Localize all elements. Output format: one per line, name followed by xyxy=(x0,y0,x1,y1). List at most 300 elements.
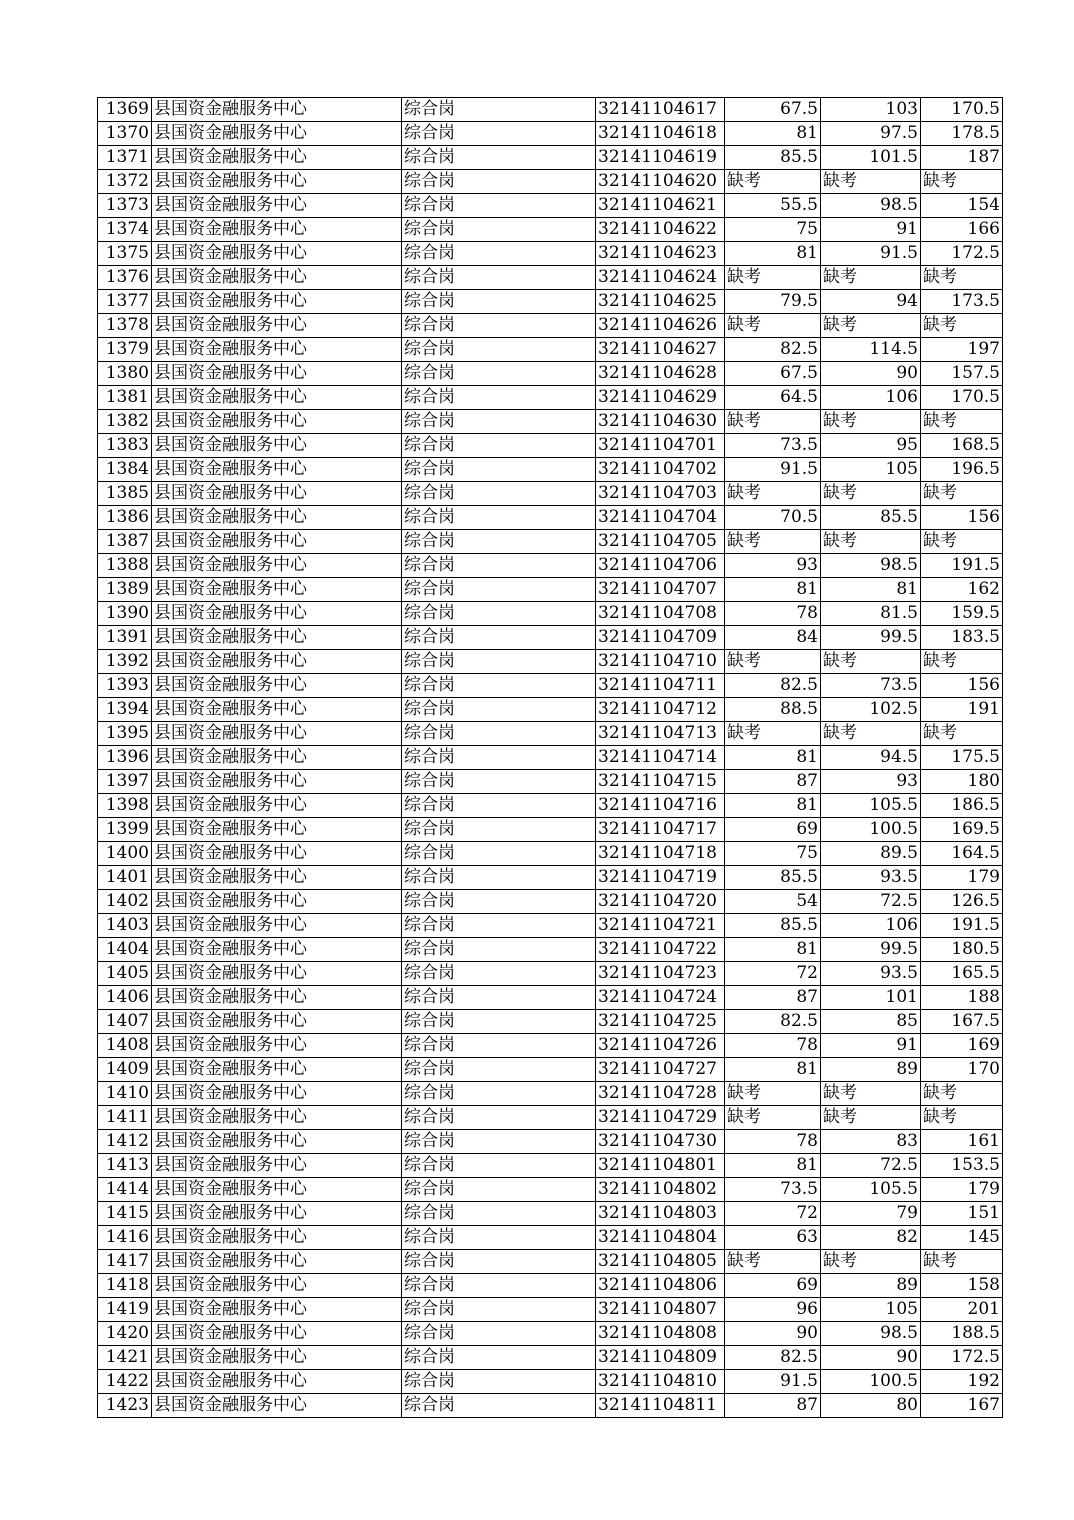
score-1-cell: 91.5 xyxy=(725,458,821,482)
total-score-cell: 186.5 xyxy=(921,794,1003,818)
post-cell: 综合岗 xyxy=(402,506,596,530)
unit-cell: 县国资金融服务中心 xyxy=(152,242,402,266)
table-row xyxy=(98,626,1003,650)
score-2-cell: 缺考 xyxy=(821,314,921,338)
exam-id-cell: 32141104809 xyxy=(596,1346,725,1370)
row-number-cell: 1388 xyxy=(98,554,152,578)
row-number-cell: 1399 xyxy=(98,818,152,842)
unit-cell: 县国资金融服务中心 xyxy=(152,938,402,962)
row-number-cell: 1382 xyxy=(98,410,152,434)
score-1-cell: 84 xyxy=(725,626,821,650)
score-1-cell: 缺考 xyxy=(725,1106,821,1130)
unit-cell: 县国资金融服务中心 xyxy=(152,986,402,1010)
score-1-cell: 81 xyxy=(725,1154,821,1178)
row-number-cell: 1396 xyxy=(98,746,152,770)
score-1-cell: 82.5 xyxy=(725,1010,821,1034)
table-row xyxy=(98,458,1003,482)
score-1-cell: 81 xyxy=(725,938,821,962)
score-2-cell: 93.5 xyxy=(821,962,921,986)
score-2-cell: 90 xyxy=(821,1346,921,1370)
table-row xyxy=(98,1346,1003,1370)
row-number-cell: 1400 xyxy=(98,842,152,866)
exam-id-cell: 32141104625 xyxy=(596,290,725,314)
post-cell: 综合岗 xyxy=(402,890,596,914)
total-score-cell: 179 xyxy=(921,1178,1003,1202)
total-score-cell: 167.5 xyxy=(921,1010,1003,1034)
exam-id-cell: 32141104724 xyxy=(596,986,725,1010)
row-number-cell: 1421 xyxy=(98,1346,152,1370)
row-number-cell: 1394 xyxy=(98,698,152,722)
total-score-cell: 156 xyxy=(921,506,1003,530)
score-2-cell: 105 xyxy=(821,1298,921,1322)
score-1-cell: 缺考 xyxy=(725,722,821,746)
exam-id-cell: 32141104713 xyxy=(596,722,725,746)
total-score-cell: 缺考 xyxy=(921,1106,1003,1130)
exam-id-cell: 32141104630 xyxy=(596,410,725,434)
unit-cell: 县国资金融服务中心 xyxy=(152,1010,402,1034)
unit-cell: 县国资金融服务中心 xyxy=(152,1058,402,1082)
score-2-cell: 100.5 xyxy=(821,818,921,842)
unit-cell: 县国资金融服务中心 xyxy=(152,170,402,194)
post-cell: 综合岗 xyxy=(402,1346,596,1370)
table-row xyxy=(98,362,1003,386)
exam-id-cell: 32141104806 xyxy=(596,1274,725,1298)
row-number-cell: 1393 xyxy=(98,674,152,698)
unit-cell: 县国资金融服务中心 xyxy=(152,1298,402,1322)
total-score-cell: 169.5 xyxy=(921,818,1003,842)
post-cell: 综合岗 xyxy=(402,530,596,554)
unit-cell: 县国资金融服务中心 xyxy=(152,458,402,482)
table-row xyxy=(98,602,1003,626)
exam-id-cell: 32141104624 xyxy=(596,266,725,290)
score-2-cell: 90 xyxy=(821,362,921,386)
row-number-cell: 1386 xyxy=(98,506,152,530)
table-row xyxy=(98,962,1003,986)
unit-cell: 县国资金融服务中心 xyxy=(152,722,402,746)
score-1-cell: 69 xyxy=(725,1274,821,1298)
post-cell: 综合岗 xyxy=(402,1010,596,1034)
unit-cell: 县国资金融服务中心 xyxy=(152,962,402,986)
table-row xyxy=(98,170,1003,194)
row-number-cell: 1380 xyxy=(98,362,152,386)
table-row xyxy=(98,1178,1003,1202)
table-row xyxy=(98,266,1003,290)
post-cell: 综合岗 xyxy=(402,842,596,866)
table-row xyxy=(98,1130,1003,1154)
row-number-cell: 1402 xyxy=(98,890,152,914)
row-number-cell: 1413 xyxy=(98,1154,152,1178)
score-2-cell: 103 xyxy=(821,98,921,122)
total-score-cell: 161 xyxy=(921,1130,1003,1154)
score-2-cell: 89.5 xyxy=(821,842,921,866)
post-cell: 综合岗 xyxy=(402,194,596,218)
post-cell: 综合岗 xyxy=(402,1226,596,1250)
post-cell: 综合岗 xyxy=(402,554,596,578)
exam-id-cell: 32141104706 xyxy=(596,554,725,578)
exam-id-cell: 32141104702 xyxy=(596,458,725,482)
row-number-cell: 1389 xyxy=(98,578,152,602)
table-row xyxy=(98,578,1003,602)
post-cell: 综合岗 xyxy=(402,290,596,314)
row-number-cell: 1418 xyxy=(98,1274,152,1298)
unit-cell: 县国资金融服务中心 xyxy=(152,98,402,122)
total-score-cell: 192 xyxy=(921,1370,1003,1394)
score-table xyxy=(97,97,1003,1418)
post-cell: 综合岗 xyxy=(402,458,596,482)
unit-cell: 县国资金融服务中心 xyxy=(152,842,402,866)
score-1-cell: 96 xyxy=(725,1298,821,1322)
table-row xyxy=(98,386,1003,410)
table-row xyxy=(98,434,1003,458)
post-cell: 综合岗 xyxy=(402,1394,596,1418)
total-score-cell: 173.5 xyxy=(921,290,1003,314)
total-score-cell: 缺考 xyxy=(921,482,1003,506)
score-2-cell: 106 xyxy=(821,386,921,410)
table-row xyxy=(98,290,1003,314)
post-cell: 综合岗 xyxy=(402,1322,596,1346)
table-row xyxy=(98,818,1003,842)
unit-cell: 县国资金融服务中心 xyxy=(152,434,402,458)
unit-cell: 县国资金融服务中心 xyxy=(152,338,402,362)
table-row xyxy=(98,890,1003,914)
exam-id-cell: 32141104807 xyxy=(596,1298,725,1322)
table-row xyxy=(98,986,1003,1010)
exam-id-cell: 32141104801 xyxy=(596,1154,725,1178)
post-cell: 综合岗 xyxy=(402,482,596,506)
row-number-cell: 1423 xyxy=(98,1394,152,1418)
post-cell: 综合岗 xyxy=(402,410,596,434)
post-cell: 综合岗 xyxy=(402,1106,596,1130)
score-2-cell: 80 xyxy=(821,1394,921,1418)
score-1-cell: 缺考 xyxy=(725,314,821,338)
post-cell: 综合岗 xyxy=(402,698,596,722)
row-number-cell: 1371 xyxy=(98,146,152,170)
score-2-cell: 缺考 xyxy=(821,650,921,674)
row-number-cell: 1385 xyxy=(98,482,152,506)
total-score-cell: 188 xyxy=(921,986,1003,1010)
unit-cell: 县国资金融服务中心 xyxy=(152,1178,402,1202)
total-score-cell: 缺考 xyxy=(921,530,1003,554)
post-cell: 综合岗 xyxy=(402,962,596,986)
score-2-cell: 缺考 xyxy=(821,170,921,194)
row-number-cell: 1420 xyxy=(98,1322,152,1346)
row-number-cell: 1390 xyxy=(98,602,152,626)
total-score-cell: 166 xyxy=(921,218,1003,242)
exam-id-cell: 32141104727 xyxy=(596,1058,725,1082)
unit-cell: 县国资金融服务中心 xyxy=(152,914,402,938)
exam-id-cell: 32141104729 xyxy=(596,1106,725,1130)
exam-id-cell: 32141104704 xyxy=(596,506,725,530)
total-score-cell: 188.5 xyxy=(921,1322,1003,1346)
score-1-cell: 87 xyxy=(725,770,821,794)
post-cell: 综合岗 xyxy=(402,818,596,842)
score-2-cell: 81 xyxy=(821,578,921,602)
row-number-cell: 1375 xyxy=(98,242,152,266)
unit-cell: 县国资金融服务中心 xyxy=(152,410,402,434)
post-cell: 综合岗 xyxy=(402,770,596,794)
table-row xyxy=(98,1010,1003,1034)
score-1-cell: 85.5 xyxy=(725,866,821,890)
score-1-cell: 93 xyxy=(725,554,821,578)
score-2-cell: 89 xyxy=(821,1058,921,1082)
score-1-cell: 64.5 xyxy=(725,386,821,410)
score-2-cell: 72.5 xyxy=(821,890,921,914)
exam-id-cell: 32141104705 xyxy=(596,530,725,554)
score-2-cell: 94.5 xyxy=(821,746,921,770)
unit-cell: 县国资金融服务中心 xyxy=(152,554,402,578)
total-score-cell: 145 xyxy=(921,1226,1003,1250)
table-row xyxy=(98,506,1003,530)
exam-id-cell: 32141104715 xyxy=(596,770,725,794)
post-cell: 综合岗 xyxy=(402,1034,596,1058)
post-cell: 综合岗 xyxy=(402,146,596,170)
score-1-cell: 81 xyxy=(725,578,821,602)
post-cell: 综合岗 xyxy=(402,1058,596,1082)
post-cell: 综合岗 xyxy=(402,746,596,770)
exam-id-cell: 32141104710 xyxy=(596,650,725,674)
post-cell: 综合岗 xyxy=(402,218,596,242)
unit-cell: 县国资金融服务中心 xyxy=(152,530,402,554)
unit-cell: 县国资金融服务中心 xyxy=(152,362,402,386)
exam-id-cell: 32141104728 xyxy=(596,1082,725,1106)
post-cell: 综合岗 xyxy=(402,362,596,386)
score-2-cell: 缺考 xyxy=(821,482,921,506)
table-row xyxy=(98,146,1003,170)
score-1-cell: 78 xyxy=(725,1034,821,1058)
exam-id-cell: 32141104811 xyxy=(596,1394,725,1418)
exam-id-cell: 32141104707 xyxy=(596,578,725,602)
unit-cell: 县国资金融服务中心 xyxy=(152,602,402,626)
post-cell: 综合岗 xyxy=(402,98,596,122)
total-score-cell: 187 xyxy=(921,146,1003,170)
exam-id-cell: 32141104718 xyxy=(596,842,725,866)
row-number-cell: 1372 xyxy=(98,170,152,194)
score-2-cell: 105.5 xyxy=(821,794,921,818)
row-number-cell: 1401 xyxy=(98,866,152,890)
row-number-cell: 1407 xyxy=(98,1010,152,1034)
exam-id-cell: 32141104721 xyxy=(596,914,725,938)
total-score-cell: 180.5 xyxy=(921,938,1003,962)
score-1-cell: 81 xyxy=(725,746,821,770)
score-1-cell: 82.5 xyxy=(725,338,821,362)
table-row xyxy=(98,1034,1003,1058)
score-1-cell: 91.5 xyxy=(725,1370,821,1394)
total-score-cell: 191.5 xyxy=(921,554,1003,578)
total-score-cell: 缺考 xyxy=(921,314,1003,338)
score-1-cell: 67.5 xyxy=(725,98,821,122)
table-row xyxy=(98,1370,1003,1394)
score-1-cell: 72 xyxy=(725,1202,821,1226)
score-1-cell: 69 xyxy=(725,818,821,842)
score-2-cell: 缺考 xyxy=(821,722,921,746)
total-score-cell: 153.5 xyxy=(921,1154,1003,1178)
table-row xyxy=(98,1394,1003,1418)
row-number-cell: 1384 xyxy=(98,458,152,482)
exam-id-cell: 32141104725 xyxy=(596,1010,725,1034)
score-1-cell: 87 xyxy=(725,986,821,1010)
total-score-cell: 167 xyxy=(921,1394,1003,1418)
table-row xyxy=(98,314,1003,338)
unit-cell: 县国资金融服务中心 xyxy=(152,626,402,650)
score-2-cell: 89 xyxy=(821,1274,921,1298)
score-2-cell: 99.5 xyxy=(821,938,921,962)
total-score-cell: 197 xyxy=(921,338,1003,362)
table-row xyxy=(98,650,1003,674)
unit-cell: 县国资金融服务中心 xyxy=(152,482,402,506)
table-row xyxy=(98,554,1003,578)
exam-id-cell: 32141104626 xyxy=(596,314,725,338)
exam-id-cell: 32141104618 xyxy=(596,122,725,146)
table-row xyxy=(98,194,1003,218)
table-row xyxy=(98,1106,1003,1130)
unit-cell: 县国资金融服务中心 xyxy=(152,1034,402,1058)
row-number-cell: 1417 xyxy=(98,1250,152,1274)
unit-cell: 县国资金融服务中心 xyxy=(152,1322,402,1346)
table-row xyxy=(98,1274,1003,1298)
row-number-cell: 1411 xyxy=(98,1106,152,1130)
unit-cell: 县国资金融服务中心 xyxy=(152,1370,402,1394)
exam-id-cell: 32141104714 xyxy=(596,746,725,770)
post-cell: 综合岗 xyxy=(402,866,596,890)
row-number-cell: 1408 xyxy=(98,1034,152,1058)
row-number-cell: 1374 xyxy=(98,218,152,242)
table-row xyxy=(98,794,1003,818)
unit-cell: 县国资金融服务中心 xyxy=(152,506,402,530)
score-2-cell: 缺考 xyxy=(821,1082,921,1106)
row-number-cell: 1419 xyxy=(98,1298,152,1322)
table-row xyxy=(98,338,1003,362)
score-2-cell: 82 xyxy=(821,1226,921,1250)
table-row xyxy=(98,98,1003,122)
total-score-cell: 126.5 xyxy=(921,890,1003,914)
total-score-cell: 缺考 xyxy=(921,266,1003,290)
total-score-cell: 183.5 xyxy=(921,626,1003,650)
score-1-cell: 78 xyxy=(725,1130,821,1154)
total-score-cell: 缺考 xyxy=(921,410,1003,434)
score-2-cell: 缺考 xyxy=(821,410,921,434)
unit-cell: 县国资金融服务中心 xyxy=(152,1082,402,1106)
post-cell: 综合岗 xyxy=(402,1130,596,1154)
exam-id-cell: 32141104701 xyxy=(596,434,725,458)
row-number-cell: 1414 xyxy=(98,1178,152,1202)
total-score-cell: 172.5 xyxy=(921,242,1003,266)
post-cell: 综合岗 xyxy=(402,1298,596,1322)
score-1-cell: 缺考 xyxy=(725,266,821,290)
score-2-cell: 105.5 xyxy=(821,1178,921,1202)
exam-id-cell: 32141104711 xyxy=(596,674,725,698)
row-number-cell: 1398 xyxy=(98,794,152,818)
table-row xyxy=(98,938,1003,962)
score-1-cell: 54 xyxy=(725,890,821,914)
exam-id-cell: 32141104726 xyxy=(596,1034,725,1058)
exam-id-cell: 32141104622 xyxy=(596,218,725,242)
score-1-cell: 82.5 xyxy=(725,674,821,698)
score-1-cell: 85.5 xyxy=(725,146,821,170)
total-score-cell: 154 xyxy=(921,194,1003,218)
score-1-cell: 73.5 xyxy=(725,1178,821,1202)
exam-id-cell: 32141104730 xyxy=(596,1130,725,1154)
table-row xyxy=(98,842,1003,866)
total-score-cell: 156 xyxy=(921,674,1003,698)
score-1-cell: 67.5 xyxy=(725,362,821,386)
exam-id-cell: 32141104804 xyxy=(596,1226,725,1250)
post-cell: 综合岗 xyxy=(402,722,596,746)
unit-cell: 县国资金融服务中心 xyxy=(152,1106,402,1130)
table-row xyxy=(98,746,1003,770)
score-2-cell: 98.5 xyxy=(821,194,921,218)
score-2-cell: 98.5 xyxy=(821,1322,921,1346)
total-score-cell: 158 xyxy=(921,1274,1003,1298)
post-cell: 综合岗 xyxy=(402,1178,596,1202)
post-cell: 综合岗 xyxy=(402,986,596,1010)
unit-cell: 县国资金融服务中心 xyxy=(152,1274,402,1298)
unit-cell: 县国资金融服务中心 xyxy=(152,650,402,674)
score-1-cell: 73.5 xyxy=(725,434,821,458)
post-cell: 综合岗 xyxy=(402,1154,596,1178)
score-2-cell: 99.5 xyxy=(821,626,921,650)
row-number-cell: 1422 xyxy=(98,1370,152,1394)
unit-cell: 县国资金融服务中心 xyxy=(152,674,402,698)
post-cell: 综合岗 xyxy=(402,938,596,962)
post-cell: 综合岗 xyxy=(402,170,596,194)
row-number-cell: 1406 xyxy=(98,986,152,1010)
row-number-cell: 1415 xyxy=(98,1202,152,1226)
row-number-cell: 1373 xyxy=(98,194,152,218)
table-row xyxy=(98,770,1003,794)
post-cell: 综合岗 xyxy=(402,338,596,362)
row-number-cell: 1377 xyxy=(98,290,152,314)
post-cell: 综合岗 xyxy=(402,1082,596,1106)
exam-id-cell: 32141104723 xyxy=(596,962,725,986)
score-1-cell: 90 xyxy=(725,1322,821,1346)
unit-cell: 县国资金融服务中心 xyxy=(152,1154,402,1178)
score-1-cell: 85.5 xyxy=(725,914,821,938)
exam-id-cell: 32141104708 xyxy=(596,602,725,626)
score-2-cell: 85 xyxy=(821,1010,921,1034)
score-1-cell: 缺考 xyxy=(725,530,821,554)
post-cell: 综合岗 xyxy=(402,1370,596,1394)
table-row xyxy=(98,242,1003,266)
unit-cell: 县国资金融服务中心 xyxy=(152,290,402,314)
unit-cell: 县国资金融服务中心 xyxy=(152,866,402,890)
post-cell: 综合岗 xyxy=(402,266,596,290)
table-row xyxy=(98,1298,1003,1322)
unit-cell: 县国资金融服务中心 xyxy=(152,698,402,722)
total-score-cell: 162 xyxy=(921,578,1003,602)
unit-cell: 县国资金融服务中心 xyxy=(152,218,402,242)
total-score-cell: 169 xyxy=(921,1034,1003,1058)
score-2-cell: 114.5 xyxy=(821,338,921,362)
post-cell: 综合岗 xyxy=(402,386,596,410)
score-2-cell: 106 xyxy=(821,914,921,938)
unit-cell: 县国资金融服务中心 xyxy=(152,1130,402,1154)
row-number-cell: 1391 xyxy=(98,626,152,650)
post-cell: 综合岗 xyxy=(402,122,596,146)
score-2-cell: 97.5 xyxy=(821,122,921,146)
table-row xyxy=(98,1250,1003,1274)
score-1-cell: 缺考 xyxy=(725,1082,821,1106)
table-row xyxy=(98,674,1003,698)
score-2-cell: 缺考 xyxy=(821,530,921,554)
row-number-cell: 1405 xyxy=(98,962,152,986)
score-2-cell: 93.5 xyxy=(821,866,921,890)
exam-id-cell: 32141104709 xyxy=(596,626,725,650)
score-1-cell: 78 xyxy=(725,602,821,626)
post-cell: 综合岗 xyxy=(402,674,596,698)
unit-cell: 县国资金融服务中心 xyxy=(152,770,402,794)
table-row xyxy=(98,1154,1003,1178)
score-1-cell: 75 xyxy=(725,842,821,866)
